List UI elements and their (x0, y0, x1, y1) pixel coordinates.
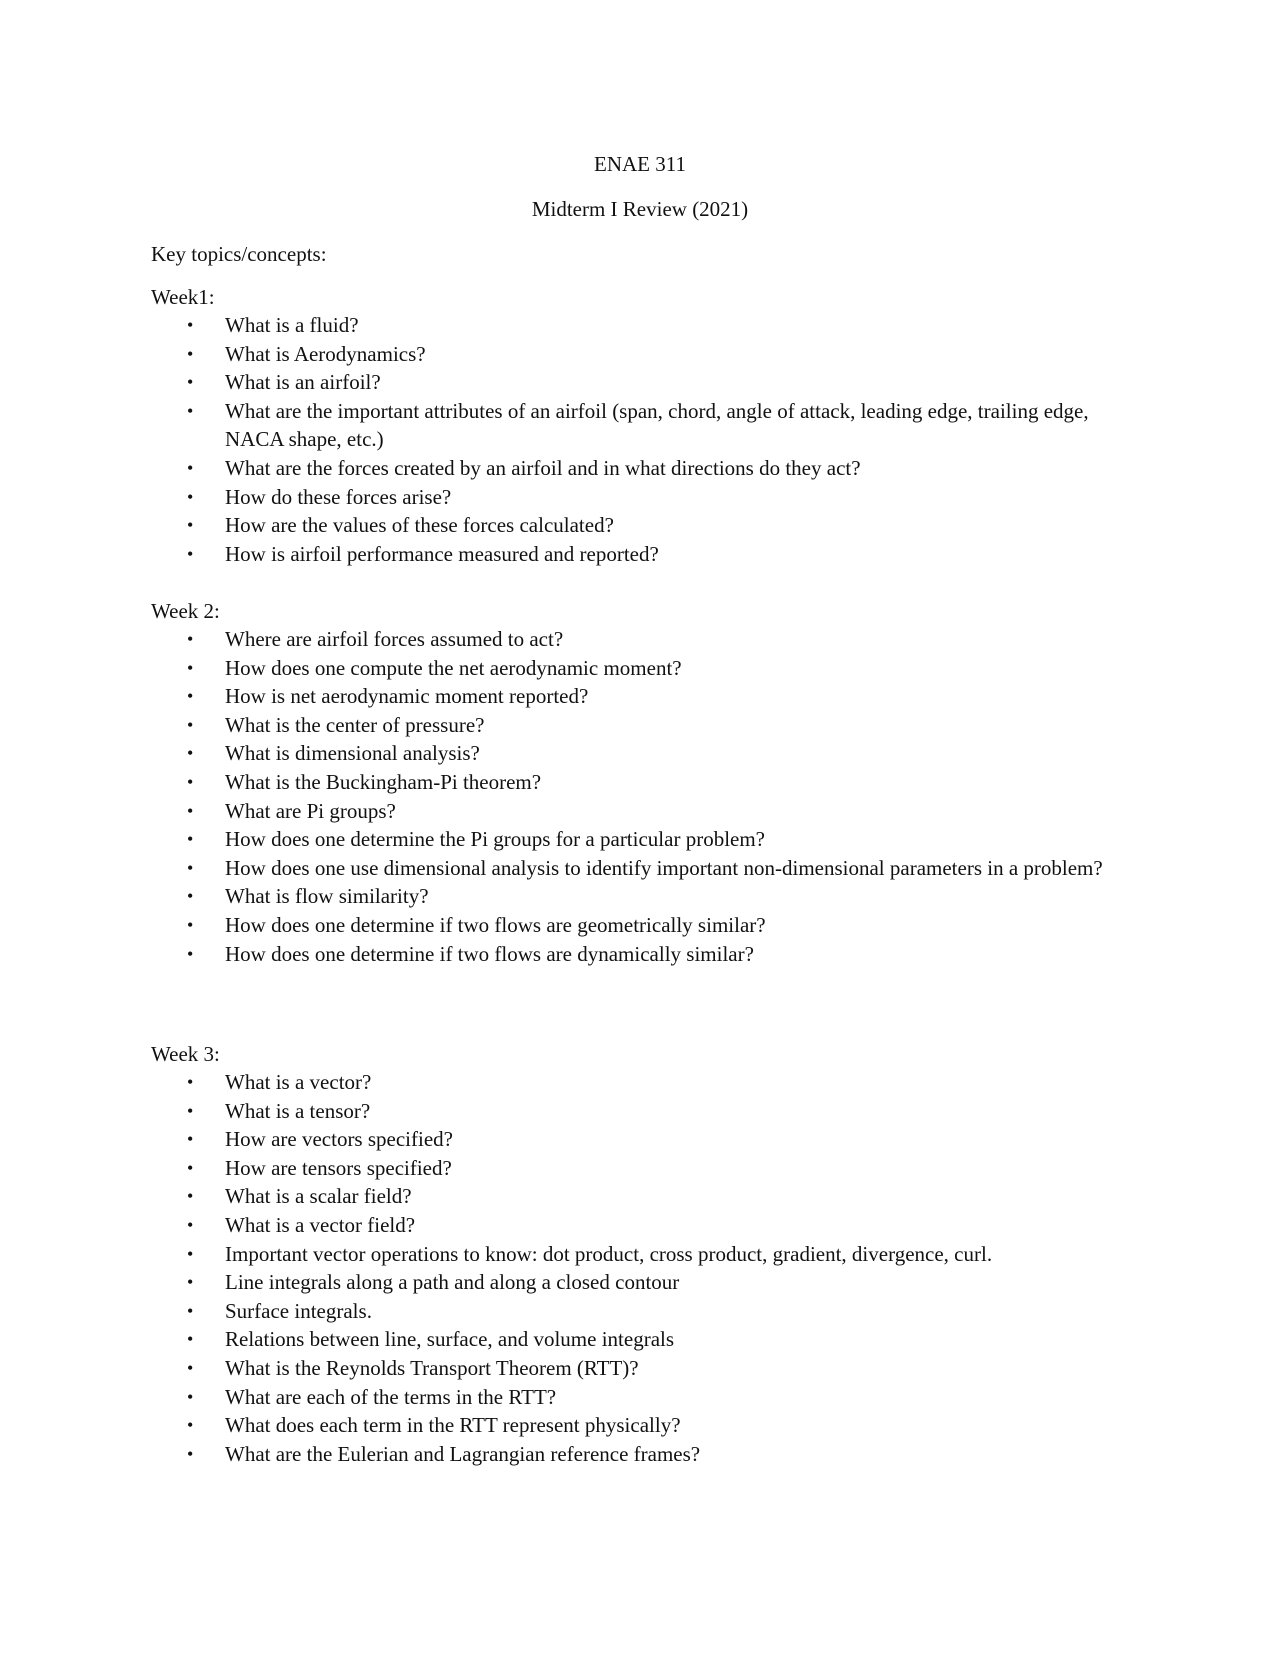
list-item (151, 454, 1131, 483)
bullet-icon: • (187, 486, 194, 507)
list-item (151, 1240, 1131, 1269)
list-item (151, 1097, 1131, 1126)
list-item (151, 654, 1131, 683)
list-item (151, 882, 1131, 911)
bullet-icon: • (187, 1272, 194, 1293)
list-item (151, 311, 1131, 340)
bullet-icon: • (187, 1357, 194, 1378)
course-title: ENAE 311 (594, 152, 686, 176)
section-week-3 (151, 1040, 1131, 1468)
bullet-icon: • (187, 1386, 194, 1407)
list-item (151, 1354, 1131, 1383)
list-item (151, 1182, 1131, 1211)
list-item (151, 1383, 1131, 1412)
bullet-icon: • (187, 400, 194, 421)
list-item (151, 1297, 1131, 1326)
bullet-icon: • (187, 914, 194, 935)
list-item-text: Relations between line, surface, and volume integrals (225, 1327, 675, 1352)
list-item (151, 397, 1131, 454)
list-item (151, 911, 1131, 940)
list-item-text: What is the Reynolds Transport Theorem (RTT)? (225, 1355, 639, 1380)
list-item-text: What does each term in the RTT represent physically? (225, 1413, 681, 1438)
list-item-text: How is airfoil performance measured and reported? (225, 541, 659, 566)
list-item-text: What is dimensional analysis? (225, 741, 480, 766)
list-item-text: How are tensors specified? (225, 1155, 452, 1180)
list-item-text: Important vector operations to know: dot product, cross product, gradient, divergence, curl. (225, 1241, 993, 1266)
section-heading: Week 3: (151, 1042, 220, 1066)
bullet-icon: • (187, 1415, 194, 1436)
list-item (151, 1268, 1131, 1297)
bullet-icon: • (187, 1300, 194, 1321)
list-item (151, 1125, 1131, 1154)
list-item-text: Line integrals along a path and along a closed contour (225, 1270, 680, 1295)
list-item-text: What is a fluid? (225, 313, 359, 337)
bullet-icon: • (187, 743, 194, 764)
list-item-text: Where are airfoil forces assumed to act? (225, 627, 564, 651)
list-item-text: What is flow similarity? (225, 884, 429, 909)
list-item-text: What is the Buckingham-Pi theorem? (225, 769, 542, 794)
list-item-text: What are Pi groups? (225, 798, 396, 823)
bullet-icon: • (187, 943, 194, 964)
list-item-text: What are each of the terms in the RTT? (225, 1384, 557, 1409)
bullet-icon: • (187, 1186, 194, 1207)
list-item (151, 368, 1131, 397)
list-item (151, 1440, 1131, 1469)
section-week-2 (151, 597, 1131, 968)
bullet-icon: • (187, 629, 194, 649)
list-item-text: What is the center of pressure? (225, 712, 485, 737)
list-item-text: What are the important attributes of an airfoil (span, chord, angle of attack, leading edge, trailing edge, NACA shape, etc.) (225, 398, 1089, 452)
list-item-text: What is an airfoil? (225, 370, 381, 395)
list-item-text: How does one determine if two flows are geometrically similar? (225, 912, 766, 937)
bullet-icon: • (187, 1243, 194, 1264)
bullet-icon: • (187, 1214, 194, 1235)
section-heading: Week1: (151, 285, 215, 309)
list-item (151, 711, 1131, 740)
list-item-text: How do these forces arise? (225, 484, 452, 509)
bullet-icon: • (187, 1443, 194, 1464)
document-subtitle: Midterm I Review (2021) (531, 197, 749, 221)
topic-list (151, 1068, 1131, 1468)
bullet-icon: • (187, 771, 194, 792)
bullet-icon: • (187, 1072, 194, 1092)
bullet-icon: • (187, 1100, 194, 1121)
bullet-icon: • (187, 800, 194, 821)
list-item-text: What is a scalar field? (225, 1184, 412, 1209)
bullet-icon: • (187, 657, 194, 678)
list-item (151, 768, 1131, 797)
list-item (151, 1154, 1131, 1183)
section-week-1 (151, 283, 1131, 568)
list-item-text: How does one compute the net aerodynamic moment? (225, 655, 682, 680)
bullet-icon: • (187, 714, 194, 735)
list-item (151, 511, 1131, 540)
list-item (151, 739, 1131, 768)
list-item-text: What is a vector? (225, 1070, 372, 1094)
list-item-text: What is a tensor? (225, 1098, 371, 1123)
list-item (151, 797, 1131, 826)
list-item (151, 682, 1131, 711)
list-item-text: What are the Eulerian and Lagrangian reference frames? (225, 1441, 701, 1466)
list-item (151, 540, 1131, 569)
list-item-text: What are the forces created by an airfoil and in what directions do they act? (225, 455, 861, 480)
list-item (151, 340, 1131, 369)
list-item-text: How does one use dimensional analysis to identify important non-dimensional parameters in a problem? (225, 855, 1103, 880)
bullet-icon: • (187, 857, 194, 878)
bullet-icon: • (187, 829, 194, 850)
list-item (151, 483, 1131, 512)
bullet-icon: • (187, 343, 194, 364)
list-item-text: How is net aerodynamic moment reported? (225, 684, 589, 709)
list-item (151, 825, 1131, 854)
list-item (151, 854, 1131, 883)
topic-list (151, 625, 1131, 968)
list-item-text: What is a vector field? (225, 1212, 416, 1237)
list-item-text: How are vectors specified? (225, 1127, 453, 1152)
list-item (151, 1211, 1131, 1240)
bullet-icon: • (187, 315, 194, 335)
topic-list (151, 311, 1131, 568)
list-item (151, 1325, 1131, 1354)
list-item-text: Surface integrals. (225, 1298, 372, 1323)
list-item-text: How are the values of these forces calculated? (225, 513, 614, 538)
bullet-icon: • (187, 543, 194, 564)
bullet-icon: • (187, 1129, 194, 1150)
bullet-icon: • (187, 686, 194, 707)
list-item (151, 1068, 1131, 1097)
bullet-icon: • (187, 1157, 194, 1178)
section-heading: Week 2: (151, 599, 220, 623)
bullet-icon: • (187, 372, 194, 393)
intro-label: Key topics/concepts: (151, 242, 327, 266)
list-item (151, 940, 1131, 969)
list-item (151, 625, 1131, 654)
list-item-text: How does one determine if two flows are dynamically similar? (225, 941, 754, 966)
list-item (151, 1411, 1131, 1440)
list-item-text: What is Aerodynamics? (225, 341, 426, 366)
bullet-icon: • (187, 1329, 194, 1350)
bullet-icon: • (187, 515, 194, 536)
list-item-text: How does one determine the Pi groups for a particular problem? (225, 827, 766, 852)
bullet-icon: • (187, 457, 194, 478)
bullet-icon: • (187, 886, 194, 907)
